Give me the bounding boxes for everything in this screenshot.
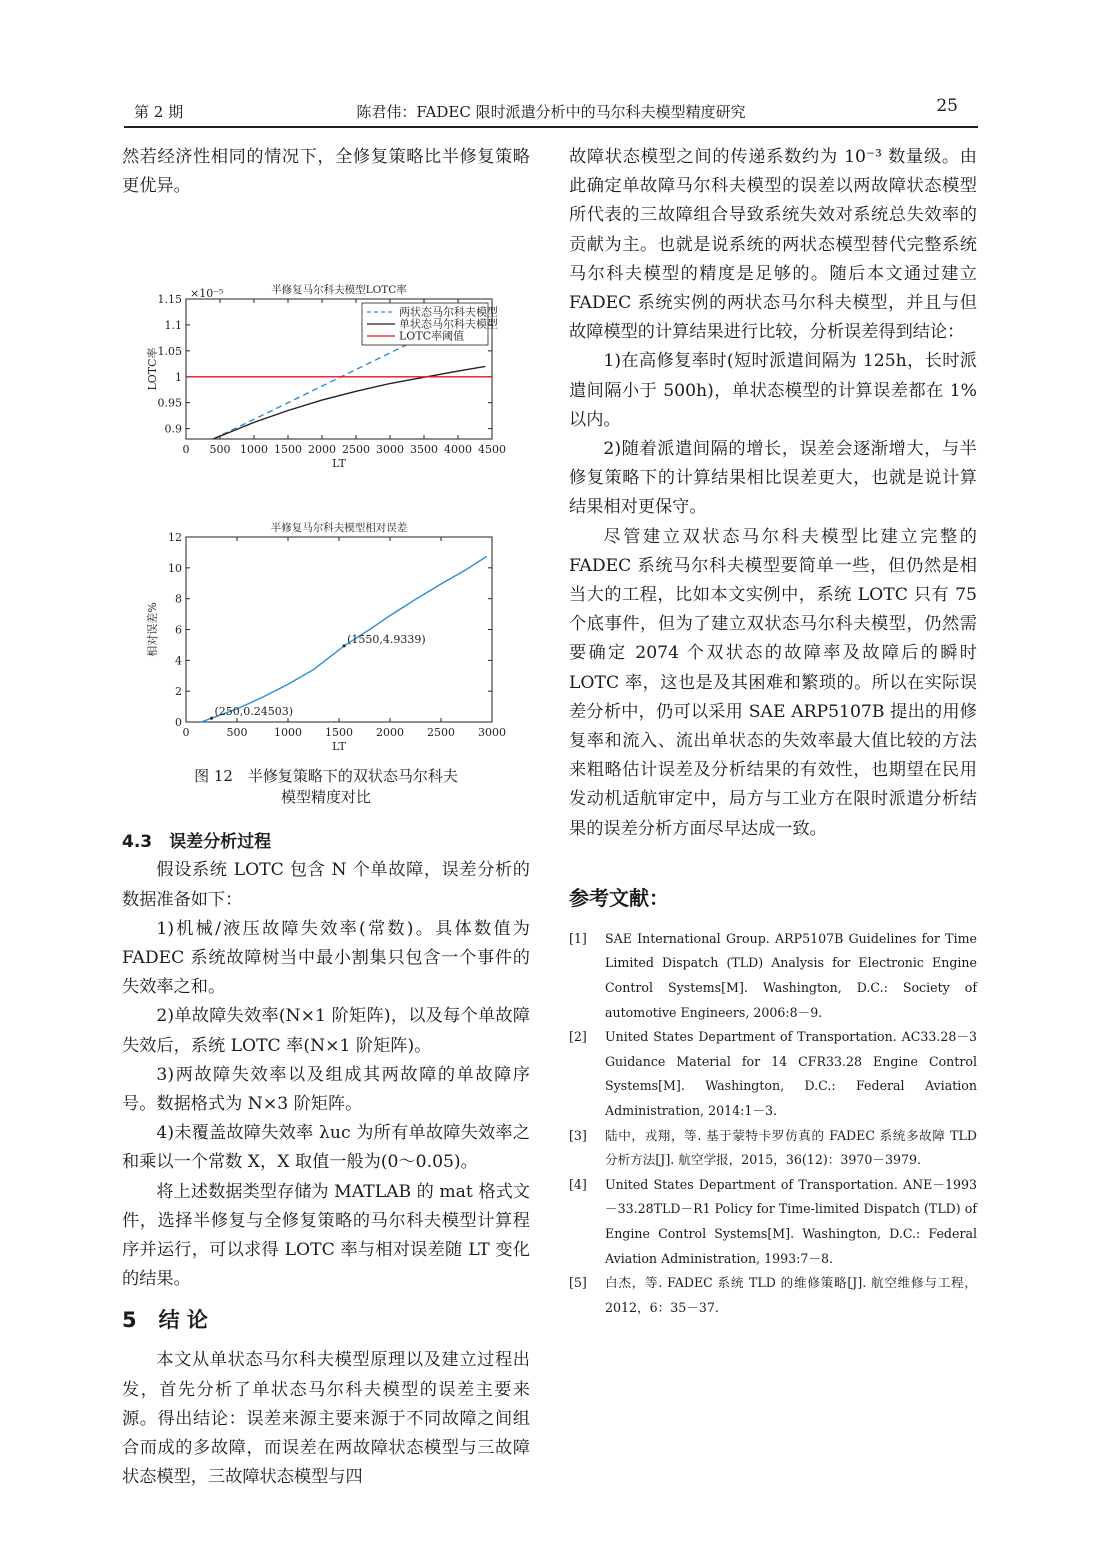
right-column	[569, 143, 977, 1320]
y-tick-label: 0.95	[157, 397, 182, 411]
section-5-heading	[122, 1304, 530, 1334]
y-tick-label: 12	[168, 531, 182, 545]
paragraph: 假设系统 LOTC 包含 N 个单故障，误差分析的数据准备如下：	[122, 860, 530, 910]
x-tick-label: 0	[182, 443, 190, 457]
left-column	[122, 143, 530, 1492]
x-tick-label: 3000	[376, 443, 404, 457]
legend-label: 单状态马尔科夫模型	[399, 317, 498, 331]
paragraph: 故障状态模型之间的传递系数约为 10⁻³ 数量级。由此确定单故障马尔科夫模型的误差以两故障状态模型所代表的三故障组合导致系统失效对系统总失效率的贡献为主。也就是说系统的两状态模型替代完整系统马尔科夫模型的精度是足够的。随后本文通过建立 FADEC 系统实例的两状态马尔科夫模型，并且与但故障模型的计算结果进行比较，分析误差得到结论：	[569, 147, 977, 343]
reference-number: [4]	[569, 1176, 587, 1192]
y-tick-label: 2	[175, 685, 182, 699]
y-tick-label: 1	[175, 371, 182, 385]
y-tick-label: 8	[175, 593, 182, 607]
annotation-label: (1550,4.9339)	[347, 633, 426, 647]
y-tick-label: 1.15	[157, 293, 182, 307]
annotation-point	[210, 717, 213, 720]
annotation-label: (250,0.24503)	[214, 705, 294, 719]
running-header	[124, 96, 978, 128]
paragraph: 1)在高修复率时(短时派遣间隔为 125h，长时派遣间隔小于 500h)，单状态模型的计算误差都在 1%以内。	[569, 351, 977, 430]
chart-title: 半修复马尔科夫模型相对误差	[270, 522, 408, 535]
section-title: 结 论	[158, 1308, 208, 1333]
x-tick-label: 4000	[444, 443, 472, 457]
x-tick-label: 1500	[325, 726, 353, 740]
x-tick-label: 4500	[478, 443, 506, 457]
reference-number: [3]	[569, 1127, 587, 1143]
x-tick-label: 500	[226, 726, 248, 740]
intro-paragraph: 然若经济性相同的情况下，全修复策略比半修复策略更优异。	[122, 147, 530, 197]
reference-text: 白杰，等. FADEC 系统 TLD 的维修策略[J]. 航空维修与工程，2012，6：35－37.	[605, 1275, 977, 1315]
annotation-point	[343, 645, 346, 648]
plot-area	[186, 537, 492, 722]
x-tick-label: 2000	[308, 443, 336, 457]
issue-label: 第 2 期	[134, 103, 184, 121]
y-tick-label: 6	[175, 623, 182, 637]
y-axis-label: 相对误差%	[146, 602, 159, 658]
paragraph: 2)随着派遣间隔的增长，误差会逐渐增大，与半修复策略下的计算结果相比误差更大，也就是说计算结果相对更保守。	[569, 439, 977, 518]
reference-item	[569, 1271, 977, 1320]
relative-error-chart	[122, 493, 530, 754]
reference-item	[569, 1124, 977, 1173]
chart-title: 半修复马尔科夫模型LOTC率	[271, 284, 407, 297]
reference-item	[569, 1025, 977, 1123]
figure-caption-line2: 模型精度对比	[280, 788, 371, 807]
x-tick-label: 1000	[240, 443, 268, 457]
page-number: 25	[936, 96, 958, 116]
paragraph: 3)两故障失效率以及组成其两故障的单故障序号。数据格式为 N×3 阶矩阵。	[122, 1064, 530, 1115]
x-axis-label: LT	[332, 457, 346, 471]
reference-text: United States Department of Transportation. AC33.28－3 Guidance Material for 14 CFR33.28 Engine Control Systems[M]. Washington, D.C.: Federal Aviation Administration, 2014:1－3.	[605, 1029, 977, 1119]
x-tick-label: 3500	[410, 443, 438, 457]
reference-number: [2]	[569, 1029, 587, 1045]
y-tick-label: 1.1	[164, 319, 182, 333]
reference-item	[569, 1173, 977, 1271]
y-multiplier: ×10⁻⁵	[190, 287, 224, 301]
section-4-3-heading: 4.3 误差分析过程	[122, 832, 272, 853]
reference-list	[569, 927, 977, 1321]
paragraph: 本文从单状态马尔科夫模型原理以及建立过程出发，首先分析了单状态马尔科夫模型的误差主要来源。得出结论：误差来源主要来源于不同故障之间组合而成的多故障，而误差在两故障状态模型与三故障状态模型，三故障状态模型与四	[122, 1350, 530, 1488]
lotc-rate-chart	[122, 211, 530, 481]
legend-label: 两状态马尔科夫模型	[399, 305, 498, 319]
y-tick-label: 1.05	[157, 345, 182, 359]
y-axis-label: LOTC率	[146, 347, 159, 391]
legend-label: LOTC率阈值	[399, 329, 465, 343]
x-tick-label: 2000	[376, 726, 404, 740]
reference-text: United States Department of Transportation. ANE－1993－33.28TLD－R1 Policy for Time-limited Dispatch (TLD) of Engine Control Systems[M]. Washington, D.C.: Federal Aviation Administration, 1993:7－8.	[605, 1176, 977, 1266]
x-tick-label: 1500	[274, 443, 302, 457]
reference-item	[569, 927, 977, 1025]
y-tick-label: 10	[168, 562, 182, 576]
figure-12	[122, 211, 530, 811]
x-tick-label: 2500	[427, 726, 455, 740]
x-axis-label: LT	[332, 740, 346, 754]
x-tick-label: 1000	[274, 726, 302, 740]
y-tick-label: 0.9	[164, 423, 182, 437]
reference-text: 陆中，戎翔，等. 基于蒙特卡罗仿真的 FADEC 系统多故障 TLD 分析方法[J]. 航空学报，2015，36(12)：3970－3979.	[605, 1127, 977, 1168]
y-tick-label: 0	[175, 716, 182, 730]
section-number: 5	[122, 1308, 137, 1333]
reference-number: [1]	[569, 930, 587, 946]
x-tick-label: 3000	[478, 726, 506, 740]
reference-text: SAE International Group. ARP5107B Guidelines for Time Limited Dispatch (TLD) Analysis for Electronic Engine Control Systems[M]. Washington, D.C.: Society of automotive Engineers, 2006:8－9.	[605, 930, 977, 1020]
paragraph: 1)机械/液压故障失效率(常数)。具体数值为 FADEC 系统故障树当中最小割集只包含一个事件的失效率之和。	[122, 918, 530, 998]
paragraph: 2)单故障失效率(N×1 阶矩阵)，以及每个单故障失效后，系统 LOTC 率(N×1 阶矩阵)。	[122, 1006, 530, 1056]
x-tick-label: 0	[182, 726, 190, 740]
reference-number: [5]	[569, 1275, 587, 1291]
x-tick-label: 2500	[342, 443, 370, 457]
y-tick-label: 4	[175, 654, 182, 668]
figure-caption: 图 12 半修复策略下的双状态马尔科夫	[194, 767, 458, 786]
paragraph: 将上述数据类型存储为 MATLAB 的 mat 格式文件，选择半修复与全修复策略的马尔科夫模型计算程序并运行，可以求得 LOTC 率与相对误差随 LT 变化的结果。	[122, 1181, 530, 1290]
paragraph: 尽管建立双状态马尔科夫模型比建立完整的 FADEC 系统马尔科夫模型要简单一些，但仍然是相当大的工程，比如本文实例中，系统 LOTC 只有 75 个底事件，但为了建立双状态马尔科夫模型，仍然需要确定 2074 个双状态的故障率及故障后的瞬时 LOTC 率，这也是及其困难和繁琐的。所以在实际误差分析中，仍可以采用 SAE ARP5107B 提出的用修复率和流入、流出单状态的失效率最大值比较的方法来粗略估计误差及分析结果的有效性，也期望在民用发动机适航审定中，局方与工业方在限时派遣分析结果的误差分析方面尽早达成一致。	[569, 526, 977, 839]
references-heading: 参考文献：	[569, 885, 669, 910]
running-title: 陈君伟：FADEC 限时派遣分析中的马尔科夫模型精度研究	[356, 103, 746, 121]
paragraph: 4)未覆盖故障失效率 λuc 为所有单故障失效率之和乘以一个常数 X，X 取值一般为(0～0.05)。	[122, 1123, 530, 1173]
x-tick-label: 500	[209, 443, 231, 457]
